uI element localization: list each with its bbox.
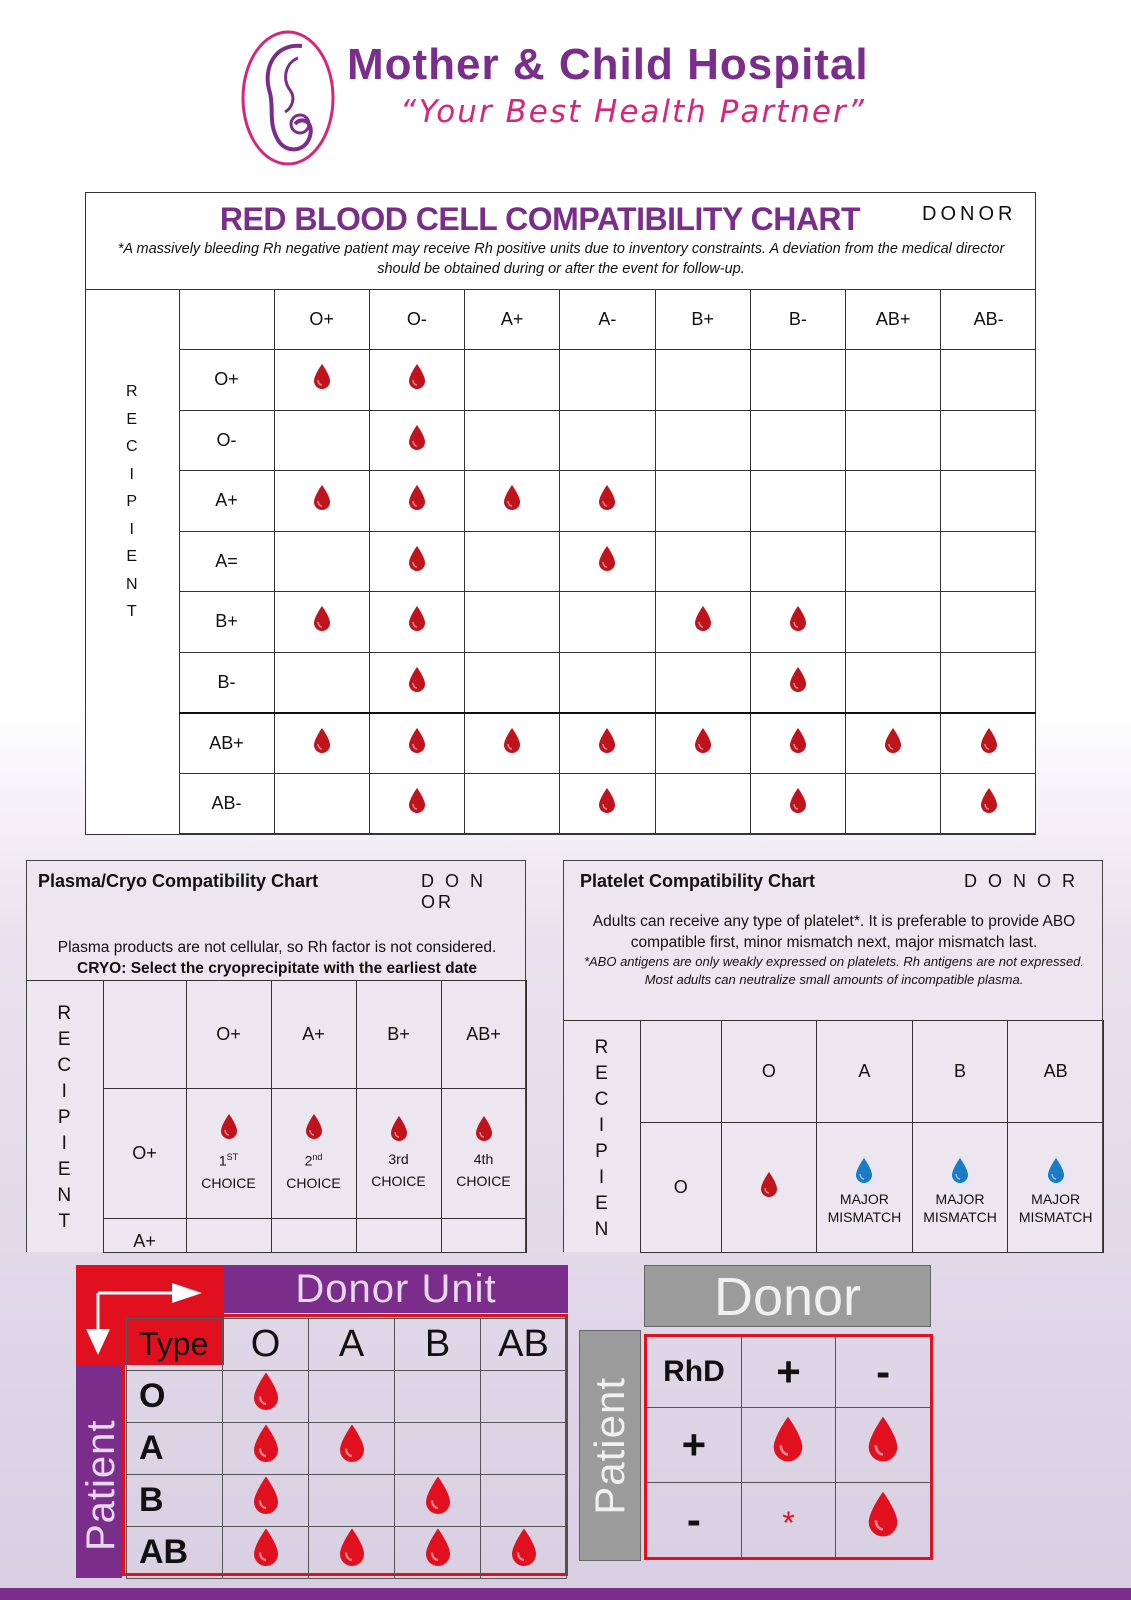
rbc-cell xyxy=(465,592,560,653)
plasma-donor-type: B+ xyxy=(356,981,441,1089)
rbc-donor-type: AB+ xyxy=(846,290,941,350)
rh-donor-type: + xyxy=(741,1337,835,1407)
blood-drop-icon xyxy=(406,787,428,815)
mismatch-label: MAJOR MISMATCH xyxy=(827,1191,902,1225)
plasma-choice-cell xyxy=(441,1089,526,1219)
platelet-mismatch-cell xyxy=(1008,1123,1104,1253)
rbc-cell xyxy=(560,713,655,774)
blood-drop-icon xyxy=(303,1113,325,1141)
rbc-cell xyxy=(465,773,560,834)
blood-drop-icon xyxy=(787,605,809,633)
rbc-cell xyxy=(655,350,750,411)
choice-word: CHOICE xyxy=(201,1174,256,1191)
plasma-header-row xyxy=(26,981,526,1089)
abo-type-header: Type xyxy=(127,1319,223,1371)
cryo-note: CRYO: Select the cryoprecipitate with the earliest date xyxy=(77,960,477,977)
rbc-donor-type: B- xyxy=(750,290,845,350)
blue-drop-icon xyxy=(853,1157,875,1185)
blood-drop-icon xyxy=(692,727,714,755)
label-letter: P xyxy=(126,493,138,510)
rbc-cell xyxy=(465,410,560,471)
label-letter: R xyxy=(125,383,138,400)
rbc-cell xyxy=(941,592,1036,653)
choice-rank: 4th xyxy=(473,1151,494,1167)
platelet-recipient-cell xyxy=(563,1021,641,1253)
platelet-mismatch-cell xyxy=(912,1123,1008,1253)
rh-patient-label: Patient xyxy=(586,1376,633,1515)
rbc-donor-label: DONOR xyxy=(922,203,1017,225)
label-letter: I xyxy=(61,1081,67,1102)
rh-donor-type: - xyxy=(836,1337,930,1407)
choice-label xyxy=(357,1148,441,1192)
rh-header-row xyxy=(647,1337,930,1407)
abo-row xyxy=(127,1527,567,1579)
rbc-cell xyxy=(560,652,655,713)
plasma-choice-cell xyxy=(186,1089,271,1219)
rbc-cell xyxy=(941,652,1036,713)
rbc-cell xyxy=(274,531,369,592)
label-letter: E xyxy=(57,1159,71,1180)
rbc-chart-note: *A massively bleeding Rh negative patient may receive Rh positive units due to inventory constraints. A deviation from the medical director should be obtained during or after the event for follow-up. xyxy=(117,241,1005,277)
plasma-choice-cell xyxy=(356,1089,441,1219)
rbc-donor-type: AB- xyxy=(941,290,1036,350)
label-letter: C xyxy=(57,1055,72,1076)
abo-cell xyxy=(309,1475,395,1527)
plasma-chart-title: Plasma/Cryo Compatibility Chart xyxy=(38,871,319,891)
rbc-cell xyxy=(369,652,464,713)
blood-drop-icon xyxy=(311,484,333,512)
rbc-cell xyxy=(369,350,464,411)
label-letter: I xyxy=(129,465,134,483)
rbc-cell xyxy=(560,410,655,471)
rbc-cell xyxy=(274,410,369,471)
label-letter: E xyxy=(126,548,138,565)
platelet-header-row xyxy=(563,1021,1104,1123)
blood-drop-icon xyxy=(596,484,618,512)
blood-drop-icon xyxy=(218,1113,240,1141)
rbc-cell xyxy=(846,350,941,411)
abo-patient-type: AB xyxy=(127,1527,223,1579)
plasma-recipient-type: A+ xyxy=(103,1219,186,1253)
patient-label: Patient xyxy=(79,1419,123,1551)
rh-row xyxy=(647,1407,930,1482)
rbc-donor-type: O- xyxy=(369,290,464,350)
platelet-cell xyxy=(721,1123,817,1253)
platelet-note: Adults can receive any type of platelet*. It is preferable to provide ABO compatible first, minor mismatch next, major mismatch last. xyxy=(592,913,1076,951)
rbc-cell xyxy=(274,350,369,411)
blood-drop-icon xyxy=(336,1423,368,1465)
rh-cell xyxy=(836,1407,930,1482)
plasma-donor-type: O+ xyxy=(186,981,271,1089)
rbc-cell xyxy=(655,531,750,592)
abo-patient-type: A xyxy=(127,1423,223,1475)
rbc-row xyxy=(85,410,1036,471)
platelet-donor-type: O xyxy=(721,1021,817,1123)
abo-patient-type: O xyxy=(127,1371,223,1423)
blood-drop-icon xyxy=(864,1490,902,1540)
blood-drop-icon xyxy=(250,1475,282,1517)
plasma-recipient-cell xyxy=(26,981,103,1253)
rbc-cell xyxy=(560,471,655,532)
rbc-row xyxy=(85,531,1036,592)
label-letter: C xyxy=(594,1089,609,1110)
rbc-cell xyxy=(750,652,845,713)
label-letter: C xyxy=(125,438,138,455)
rbc-recipient-type: B+ xyxy=(179,592,274,653)
choice-label xyxy=(442,1148,526,1192)
rh-cell xyxy=(741,1407,835,1482)
hospital-name: Mother & Child Hospital xyxy=(347,40,869,89)
plasma-donor-type: AB+ xyxy=(441,981,526,1089)
blood-drop-icon xyxy=(508,1527,540,1569)
rbc-recipient-type: O- xyxy=(179,410,274,471)
plasma-donor-type: A+ xyxy=(271,981,356,1089)
plasma-cell xyxy=(186,1219,271,1253)
abo-row xyxy=(127,1423,567,1475)
platelet-recipient-label xyxy=(563,1035,640,1243)
rbc-cell xyxy=(274,652,369,713)
plasma-donor-label: D O N OR xyxy=(421,871,487,912)
choice-rank: 2 xyxy=(304,1152,313,1169)
label-letter: E xyxy=(595,1063,608,1084)
blood-drop-icon xyxy=(250,1527,282,1569)
blood-drop-icon xyxy=(406,363,428,391)
rbc-donor-type: A- xyxy=(560,290,655,350)
blood-drop-icon xyxy=(978,727,1000,755)
rbc-cell xyxy=(369,531,464,592)
label-letter: E xyxy=(595,1193,608,1214)
rbc-cell xyxy=(274,773,369,834)
blood-drop-icon xyxy=(978,787,1000,815)
rbc-cell xyxy=(750,592,845,653)
platelet-corner-cell xyxy=(641,1021,722,1123)
abo-header-row xyxy=(127,1319,567,1371)
label-letter: P xyxy=(57,1107,71,1128)
rbc-cell xyxy=(941,773,1036,834)
donor-banner: Donor xyxy=(644,1265,931,1327)
rh-table xyxy=(647,1337,930,1557)
plasma-note: Plasma products are not cellular, so Rh factor is not considered. xyxy=(57,939,497,956)
label-letter: N xyxy=(125,575,138,593)
plasma-cryo-chart xyxy=(26,860,526,1252)
abo-cell xyxy=(481,1423,567,1475)
rbc-recipient-label xyxy=(85,378,179,626)
platelet-footnote: *ABO antigens are only weakly expressed on platelets. Rh antigens are not expressed. Most adults can neutralize small amounts of incompatible plasma. xyxy=(583,954,1085,987)
plasma-cell xyxy=(271,1219,356,1253)
blood-drop-icon xyxy=(501,727,523,755)
rbc-cell xyxy=(750,410,845,471)
blue-drop-icon xyxy=(1045,1157,1067,1185)
rbc-corner-cell xyxy=(179,290,274,350)
platelet-table xyxy=(563,1020,1104,1253)
blood-drop-icon xyxy=(406,666,428,694)
rbc-cell xyxy=(369,471,464,532)
rbc-recipient-type: A+ xyxy=(179,471,274,532)
rbc-cell xyxy=(274,471,369,532)
rbc-cell xyxy=(846,592,941,653)
abo-row xyxy=(127,1475,567,1527)
rbc-donor-type: A+ xyxy=(465,290,560,350)
rh-row xyxy=(647,1482,930,1557)
patient-sidebar xyxy=(76,1365,122,1578)
rbc-cell xyxy=(369,773,464,834)
abo-cell xyxy=(481,1475,567,1527)
rbc-recipient-type: AB- xyxy=(179,773,274,834)
abo-cell xyxy=(309,1423,395,1475)
rbc-cell xyxy=(655,773,750,834)
blood-drop-icon xyxy=(787,666,809,694)
abo-cell xyxy=(223,1371,309,1423)
choice-word: CHOICE xyxy=(456,1173,511,1189)
rbc-cell xyxy=(560,773,655,834)
label-letter: I xyxy=(598,1167,605,1188)
rbc-cell xyxy=(369,713,464,774)
rbc-cell xyxy=(750,531,845,592)
choice-rank-suffix: ST xyxy=(226,1152,239,1163)
rbc-cell xyxy=(941,531,1036,592)
platelet-recipient-type: O xyxy=(641,1123,722,1253)
rbc-recipient-type: O+ xyxy=(179,350,274,411)
rbc-cell xyxy=(560,350,655,411)
rbc-row xyxy=(85,592,1036,653)
abo-cell xyxy=(223,1527,309,1579)
plasma-recipient-label xyxy=(26,1001,103,1235)
choice-word: CHOICE xyxy=(286,1174,341,1191)
rh-frame xyxy=(644,1334,933,1560)
rbc-cell xyxy=(465,652,560,713)
rbc-cell xyxy=(465,713,560,774)
blue-drop-icon xyxy=(949,1157,971,1185)
rbc-cell xyxy=(655,471,750,532)
blood-drop-icon xyxy=(406,484,428,512)
rbc-cell xyxy=(846,531,941,592)
choice-rank-suffix: nd xyxy=(312,1152,323,1163)
rbc-row xyxy=(85,471,1036,532)
rh-patient-type: + xyxy=(647,1407,741,1482)
rbc-cell xyxy=(941,471,1036,532)
label-letter: N xyxy=(57,1185,72,1206)
blood-drop-icon xyxy=(406,424,428,452)
choice-rank: 1 xyxy=(218,1152,227,1169)
choice-label xyxy=(187,1146,271,1194)
platelet-donor-type: AB xyxy=(1008,1021,1104,1123)
rbc-cell xyxy=(274,713,369,774)
choice-rank: 3rd xyxy=(388,1151,409,1167)
plasma-cell xyxy=(356,1219,441,1253)
rbc-cell xyxy=(465,531,560,592)
blood-drop-icon xyxy=(692,605,714,633)
blood-drop-icon xyxy=(406,545,428,573)
rbc-cell xyxy=(846,773,941,834)
rbc-compatibility-chart xyxy=(85,192,1036,835)
abo-cell xyxy=(395,1371,481,1423)
rbc-cell xyxy=(941,350,1036,411)
blood-drop-icon xyxy=(388,1115,410,1143)
rbc-cell xyxy=(655,410,750,471)
rbc-cell xyxy=(560,592,655,653)
abo-donor-type: A xyxy=(309,1319,395,1371)
abo-donor-type: AB xyxy=(481,1319,567,1371)
rbc-cell xyxy=(465,471,560,532)
blood-drop-icon xyxy=(882,727,904,755)
abo-donor-type: O xyxy=(223,1319,309,1371)
abo-cell xyxy=(223,1475,309,1527)
choice-word: CHOICE xyxy=(371,1173,426,1189)
platelet-donor-label: D O N O R xyxy=(964,871,1079,891)
label-letter: N xyxy=(594,1219,609,1240)
label-letter: E xyxy=(126,410,138,428)
plasma-choice-cell xyxy=(271,1089,356,1219)
rbc-recipient-cell xyxy=(85,290,179,834)
rbc-recipient-type: B- xyxy=(179,652,274,713)
mismatch-label: MAJOR MISMATCH xyxy=(1018,1191,1093,1225)
label-letter: I xyxy=(129,520,134,538)
rbc-recipient-type: A= xyxy=(179,531,274,592)
platelet-row xyxy=(563,1123,1104,1253)
patient-gray-sidebar xyxy=(579,1330,641,1561)
choice-label xyxy=(272,1146,356,1194)
platelet-donor-type: B xyxy=(912,1021,1008,1123)
rbc-cell xyxy=(465,350,560,411)
plasma-recipient-type: O+ xyxy=(103,1089,186,1219)
abo-cell xyxy=(481,1527,567,1579)
rbc-cell xyxy=(655,592,750,653)
blood-drop-icon xyxy=(787,727,809,755)
label-letter: R xyxy=(594,1037,609,1058)
blood-drop-icon xyxy=(422,1475,454,1517)
abo-cell xyxy=(309,1527,395,1579)
rbc-cell xyxy=(655,652,750,713)
blood-drop-icon xyxy=(864,1415,902,1465)
mother-child-logo-icon xyxy=(240,28,340,168)
rh-patient-type: - xyxy=(647,1482,741,1557)
rh-cell xyxy=(836,1482,930,1557)
blood-drop-icon xyxy=(336,1527,368,1569)
rbc-cell xyxy=(941,410,1036,471)
blood-drop-icon xyxy=(250,1371,282,1413)
bottom-strip xyxy=(0,1588,1131,1600)
blood-drop-icon xyxy=(311,727,333,755)
rbc-cell xyxy=(750,471,845,532)
blood-drop-icon xyxy=(311,605,333,633)
label-letter: I xyxy=(598,1115,605,1136)
label-letter: I xyxy=(61,1133,67,1154)
abo-cell xyxy=(481,1371,567,1423)
platelet-donor-type: A xyxy=(817,1021,913,1123)
rbc-cell xyxy=(560,531,655,592)
platelet-chart-title: Platelet Compatibility Chart xyxy=(580,871,816,891)
label-letter: E xyxy=(57,1029,71,1050)
rbc-cell xyxy=(846,410,941,471)
blood-drop-icon xyxy=(422,1527,454,1569)
blood-drop-icon xyxy=(406,727,428,755)
rbc-cell xyxy=(750,713,845,774)
abo-cell xyxy=(395,1527,481,1579)
rbc-recipient-type: AB+ xyxy=(179,713,274,774)
donor-unit-banner: Donor Unit xyxy=(224,1265,568,1313)
rbc-chart-title: RED BLOOD CELL COMPATIBILITY CHART xyxy=(219,201,861,237)
platelet-mismatch-cell xyxy=(817,1123,913,1253)
abo-cell xyxy=(309,1371,395,1423)
blood-drop-icon xyxy=(406,605,428,633)
hospital-logo xyxy=(240,28,340,168)
rbc-header-row xyxy=(85,290,1036,350)
blood-drop-icon xyxy=(473,1115,495,1143)
blood-drop-icon xyxy=(250,1423,282,1465)
blood-drop-icon xyxy=(758,1171,780,1199)
asterisk-icon: * xyxy=(782,1504,795,1541)
abo-donor-type: B xyxy=(395,1319,481,1371)
rbc-cell xyxy=(655,713,750,774)
plasma-cell xyxy=(441,1219,526,1253)
blood-drop-icon xyxy=(501,484,523,512)
blood-drop-icon xyxy=(596,727,618,755)
abo-row xyxy=(127,1371,567,1423)
abo-patient-type: B xyxy=(127,1475,223,1527)
mismatch-label: MAJOR MISMATCH xyxy=(923,1191,997,1225)
blood-drop-icon xyxy=(596,787,618,815)
rbc-cell xyxy=(846,713,941,774)
rh-header: RhD xyxy=(647,1337,741,1407)
blood-drop-icon xyxy=(311,363,333,391)
hospital-tagline: “Your Best Health Partner” xyxy=(400,94,866,130)
abo-cell xyxy=(223,1423,309,1475)
rbc-row xyxy=(85,713,1036,774)
rbc-cell xyxy=(274,592,369,653)
rbc-cell xyxy=(750,350,845,411)
platelet-chart xyxy=(563,860,1103,1252)
rbc-donor-type: B+ xyxy=(655,290,750,350)
abo-cell xyxy=(395,1475,481,1527)
rbc-table xyxy=(85,289,1036,834)
rbc-cell xyxy=(750,773,845,834)
label-letter: T xyxy=(58,1211,71,1232)
blood-drop-icon xyxy=(769,1415,807,1465)
abo-table xyxy=(126,1318,567,1579)
blood-drop-icon xyxy=(787,787,809,815)
abo-cell xyxy=(395,1423,481,1475)
rbc-row xyxy=(85,773,1036,834)
rbc-donor-type: O+ xyxy=(274,290,369,350)
rbc-cell xyxy=(369,592,464,653)
plasma-corner-cell xyxy=(103,981,186,1089)
rbc-row xyxy=(85,350,1036,411)
label-letter: T xyxy=(126,603,137,620)
blood-drop-icon xyxy=(596,545,618,573)
rbc-cell xyxy=(369,410,464,471)
plasma-table xyxy=(26,980,527,1253)
rbc-cell xyxy=(846,652,941,713)
rbc-cell xyxy=(846,471,941,532)
label-letter: R xyxy=(57,1003,72,1024)
rh-cell xyxy=(741,1482,835,1557)
rbc-cell xyxy=(941,713,1036,774)
label-letter: P xyxy=(595,1141,608,1162)
rbc-row xyxy=(85,652,1036,713)
